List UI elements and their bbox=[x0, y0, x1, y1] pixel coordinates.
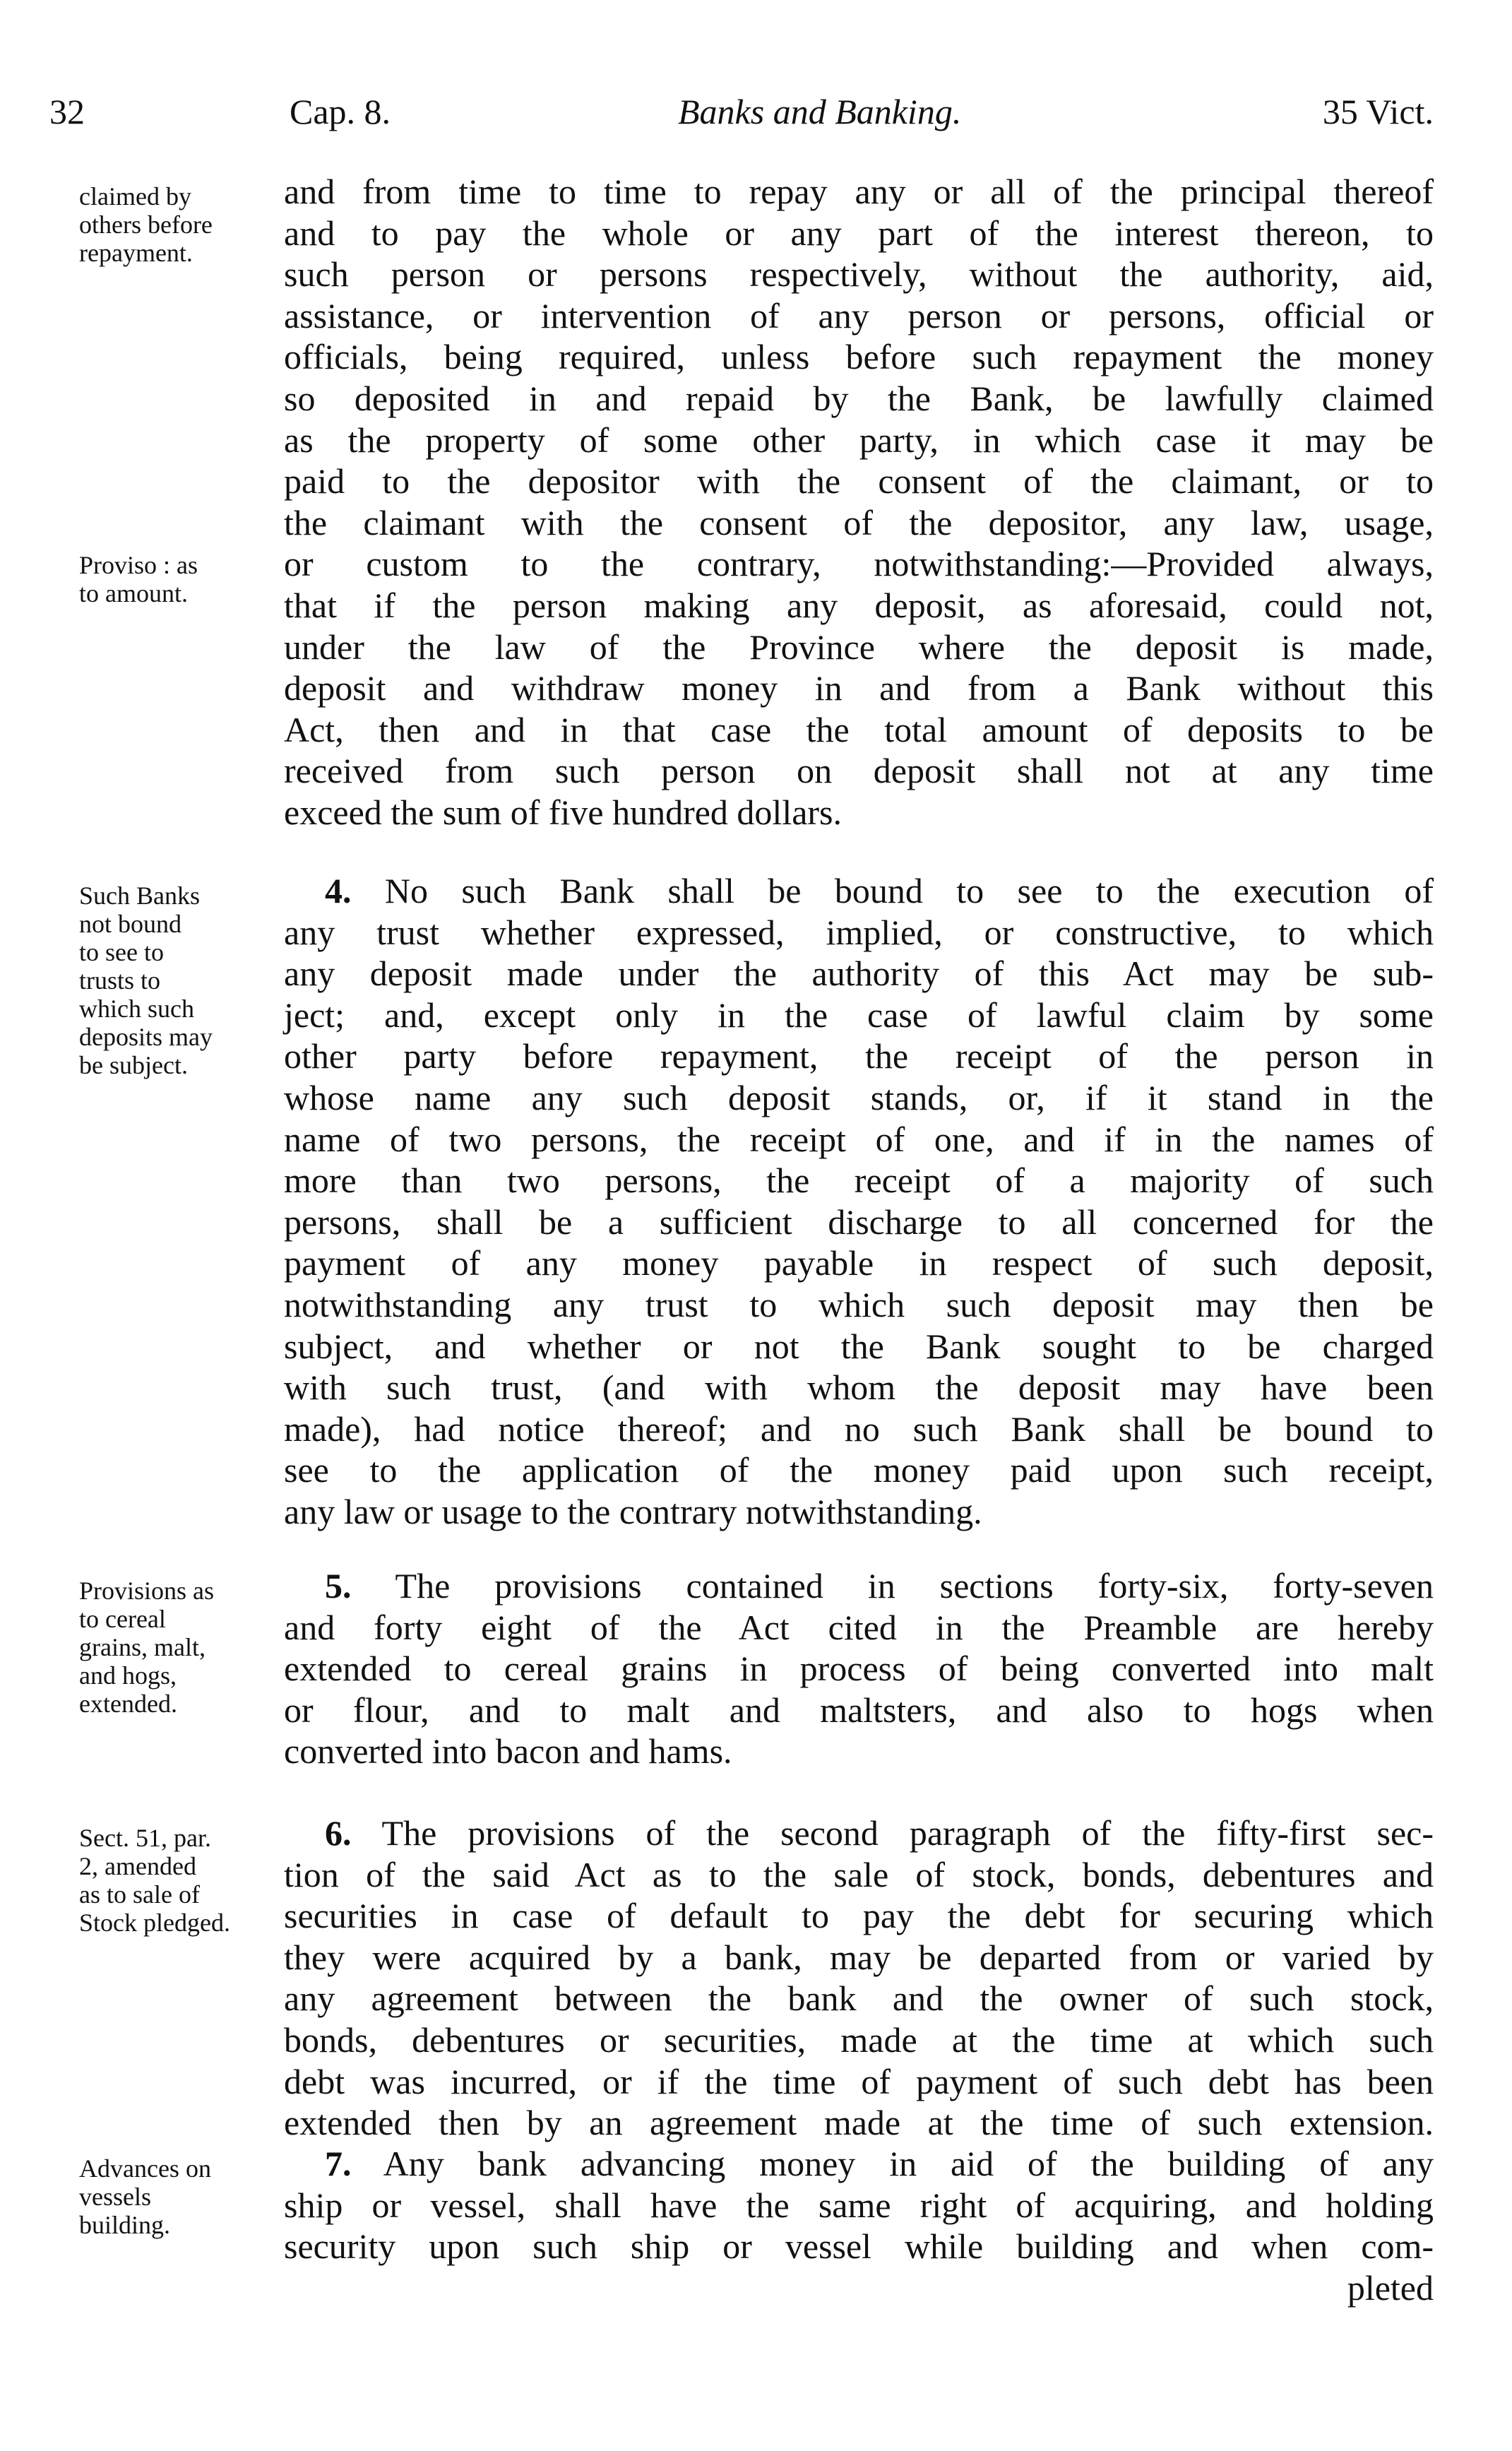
text-line: under the law of the Province where the deposit is made, bbox=[284, 627, 1434, 667]
margin-note-line: be subject. bbox=[79, 1051, 188, 1079]
text-line: and to pay the whole or any part of the interest thereon, to bbox=[284, 213, 1434, 253]
margin-note-line: to cereal bbox=[79, 1605, 166, 1633]
section-6-first-line bbox=[284, 1812, 1434, 1854]
text-line: securities in case of default to pay the debt for securing which bbox=[284, 1896, 1434, 1936]
text-line: such person or persons respectively, without the authority, aid, bbox=[284, 254, 1434, 295]
text-line: subject, and whether or not the Bank sought to be charged bbox=[284, 1326, 1434, 1366]
text-line: notwithstanding any trust to which such deposit may then be bbox=[284, 1284, 1434, 1324]
margin-note-line: vessels bbox=[79, 2183, 151, 2211]
margin-note-line: trusts to bbox=[79, 966, 161, 995]
text-line: security upon such ship or vessel while building and when com- bbox=[284, 2226, 1434, 2267]
text-line: any agreement between the bank and the owner of such stock, bbox=[284, 1978, 1434, 2019]
text-line: debt was incurred, or if the time of payment of such debt has been bbox=[284, 2061, 1434, 2101]
text-line: the claimant with the consent of the depositor, any law, usage, bbox=[284, 502, 1434, 542]
margin-note-line: as to sale of bbox=[79, 1880, 200, 1909]
section-number: 6. bbox=[325, 1813, 352, 1853]
margin-note-sect-51 bbox=[79, 1824, 270, 1937]
text-line: bonds, debentures or securities, made at the time at which such bbox=[284, 2019, 1434, 2060]
text-line: name of two persons, the receipt of one, and if in the names of bbox=[284, 1119, 1434, 1159]
section-3-continuation bbox=[284, 171, 1434, 833]
text-line: see to the application of the money paid upon such receipt, bbox=[284, 1450, 1434, 1490]
margin-note-line: claimed by bbox=[79, 182, 191, 210]
margin-note-trusts bbox=[79, 882, 270, 1079]
text-line: any trust whether expressed, implied, or constructive, to which bbox=[284, 912, 1434, 952]
text-line: ject; and, except only in the case of lawful claim by some bbox=[284, 995, 1434, 1035]
margin-note-line: Stock pledged. bbox=[79, 1909, 230, 1937]
chapter-label: Cap. 8. bbox=[290, 92, 391, 131]
section-5 bbox=[284, 1565, 1434, 1772]
margin-note-line: repayment. bbox=[79, 239, 193, 267]
text-line: made), had notice thereof; and no such Bank shall be bound to bbox=[284, 1408, 1434, 1449]
text-line: any deposit made under the authority of this Act may be sub- bbox=[284, 954, 1434, 994]
text-line: with such trust, (and with whom the deposit may have been bbox=[284, 1367, 1434, 1408]
margin-note-line: others before bbox=[79, 210, 213, 239]
section-6 bbox=[284, 1812, 1434, 2144]
margin-note-line: grains, malt, bbox=[79, 1633, 206, 1661]
running-title: Banks and Banking. bbox=[678, 92, 962, 131]
text-line: converted into bacon and hams. bbox=[284, 1731, 732, 1772]
text-line: extended then by an agreement made at the time of such extension. bbox=[284, 2103, 1434, 2143]
text-line: officials, being required, unless before such repayment the money bbox=[284, 337, 1434, 377]
text-line: Act, then and in that case the total amount of deposits to be bbox=[284, 709, 1434, 749]
text-line: exceed the sum of five hundred dollars. bbox=[284, 792, 843, 832]
text-line: extended to cereal grains in process of being converted into malt bbox=[284, 1649, 1434, 1689]
margin-note-cereal-grains bbox=[79, 1577, 270, 1718]
margin-note-vessels bbox=[79, 2154, 270, 2239]
text-line: and from time to time to repay any or all of the principal thereof bbox=[284, 172, 1434, 211]
text-line: any law or usage to the contrary notwithstanding. bbox=[284, 1491, 982, 1531]
section-number: 4. bbox=[325, 871, 352, 910]
margin-note-proviso bbox=[79, 551, 270, 607]
margin-note-line: not bound bbox=[79, 910, 182, 938]
margin-note-line: Sect. 51, par. bbox=[79, 1824, 211, 1852]
margin-note-claimed-by-others bbox=[79, 182, 270, 267]
margin-note-line: to see to bbox=[79, 938, 164, 966]
section-4-first-line bbox=[284, 870, 1434, 912]
text-line: received from such person on deposit shall not at any time bbox=[284, 751, 1434, 791]
margin-note-line: deposits may bbox=[79, 1023, 213, 1051]
text-line: tion of the said Act as to the sale of stock, bonds, debentures and bbox=[284, 1854, 1434, 1894]
margin-note-line: to amount. bbox=[79, 579, 188, 607]
text-line: or custom to the contrary, notwithstanding:—Provided always, bbox=[284, 544, 1434, 584]
running-header bbox=[49, 83, 1434, 140]
text-line: more than two persons, the receipt of a majority of such bbox=[284, 1161, 1434, 1201]
text-line: so deposited in and repaid by the Bank, be lawfully claimed bbox=[284, 378, 1434, 418]
margin-note-line: building. bbox=[79, 2211, 171, 2239]
regnal-year: 35 Vict. bbox=[1322, 92, 1434, 131]
text-line: paid to the depositor with the consent of the claimant, or to bbox=[284, 461, 1434, 502]
text-line: and forty eight of the Act cited in the Preamble are hereby bbox=[284, 1607, 1434, 1647]
margin-note-line: Advances on bbox=[79, 2154, 211, 2183]
text-line: ship or vessel, shall have the same right of acquiring, and holding bbox=[284, 2185, 1434, 2225]
text-line: as the property of some other party, in which case it may be bbox=[284, 420, 1434, 460]
section-4 bbox=[284, 870, 1434, 1533]
section-7-first-line bbox=[284, 2143, 1434, 2185]
margin-note-line: 2, amended bbox=[79, 1852, 196, 1880]
margin-note-line: Provisions as bbox=[79, 1577, 215, 1605]
text-line: deposit and withdraw money in and from a Bank without this bbox=[284, 668, 1434, 708]
page-number: 32 bbox=[49, 92, 85, 131]
text-line: persons, shall be a sufficient discharge to all concerned for the bbox=[284, 1201, 1434, 1242]
text-line: assistance, or intervention of any person or persons, official or bbox=[284, 295, 1434, 336]
margin-note-line: Proviso : as bbox=[79, 551, 198, 579]
section-7 bbox=[284, 2143, 1434, 2308]
text-line: Any bank advancing money in aid of the building of any bbox=[383, 2144, 1434, 2183]
text-line: The provisions of the second paragraph of the fifty-first sec- bbox=[381, 1813, 1434, 1853]
section-number: 7. bbox=[325, 2144, 352, 2183]
section-number: 5. bbox=[325, 1566, 352, 1606]
text-line: they were acquired by a bank, may be departed from or varied by bbox=[284, 1937, 1434, 1977]
text-line: that if the person making any deposit, as aforesaid, could not, bbox=[284, 585, 1434, 625]
text-line: payment of any money payable in respect of such deposit, bbox=[284, 1243, 1434, 1283]
margin-note-line: Such Banks bbox=[79, 882, 200, 910]
margin-note-line: which such bbox=[79, 995, 194, 1023]
section-5-first-line bbox=[284, 1565, 1434, 1607]
text-line: No such Bank shall be bound to see to the execution of bbox=[384, 871, 1434, 910]
text-line: other party before repayment, the receipt of the person in bbox=[284, 1036, 1434, 1076]
margin-note-line: extended. bbox=[79, 1690, 177, 1718]
text-line: or flour, and to malt and maltsters, and also to hogs when bbox=[284, 1690, 1434, 1730]
text-line: whose name any such deposit stands, or, if it stand in the bbox=[284, 1077, 1434, 1117]
text-line: pleted bbox=[1347, 2267, 1434, 2308]
text-line: The provisions contained in sections forty-six, forty-seven bbox=[395, 1566, 1434, 1606]
margin-note-line: and hogs, bbox=[79, 1661, 177, 1690]
